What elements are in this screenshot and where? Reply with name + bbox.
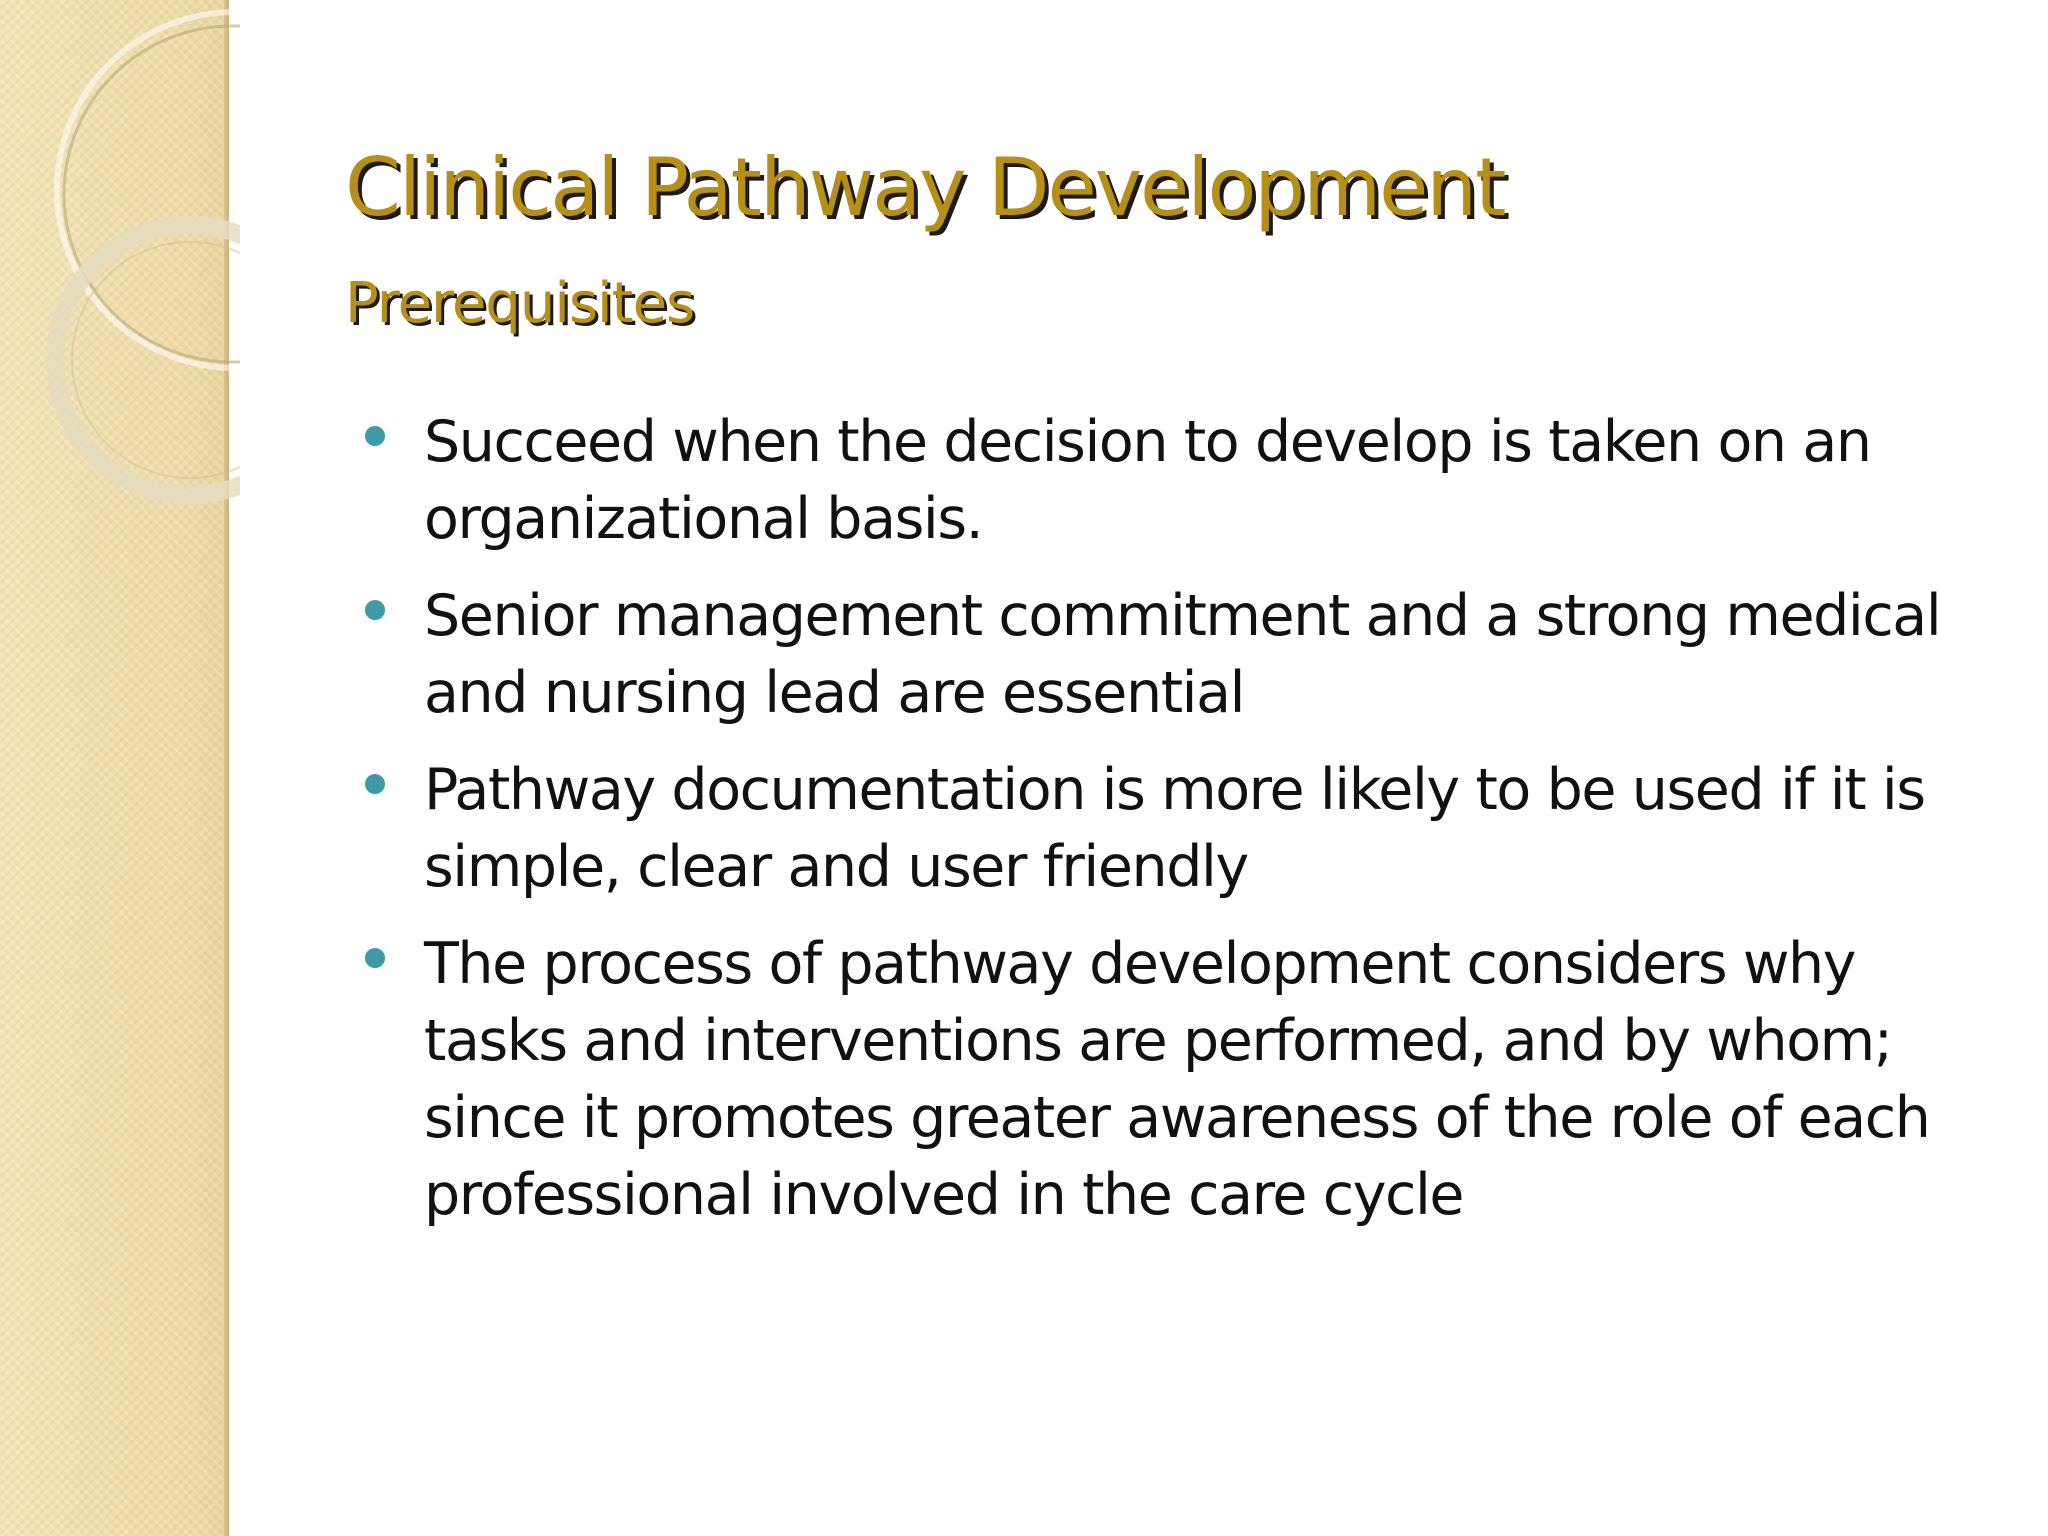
bullet-marker-icon (365, 774, 385, 794)
bullet-item (345, 578, 1985, 732)
decorative-rings (0, 0, 240, 520)
bullet-marker-icon (365, 600, 385, 620)
bullet-text: The process of pathway development considers why tasks and interventions are performed, and by whom; since it promotes greater awareness of the role of each professional involved in the care cycle (424, 931, 1930, 1228)
bullet-text: Succeed when the decision to develop is taken on an organizational basis. (424, 409, 1871, 552)
bullet-item (345, 752, 1985, 906)
slide-title: Clinical Pathway Development (345, 141, 1505, 234)
bullet-item (345, 926, 1985, 1234)
bullet-marker-icon (365, 426, 385, 446)
bullet-marker-icon (365, 948, 385, 968)
bullet-text: Pathway documentation is more likely to be used if it is simple, clear and user friendly (424, 757, 1925, 900)
bullet-item (345, 404, 1985, 558)
bullet-list (345, 404, 1985, 1254)
bullet-text: Senior management commitment and a strong medical and nursing lead are essential (424, 583, 1941, 726)
slide-subtitle: Prerequisites (345, 271, 695, 336)
